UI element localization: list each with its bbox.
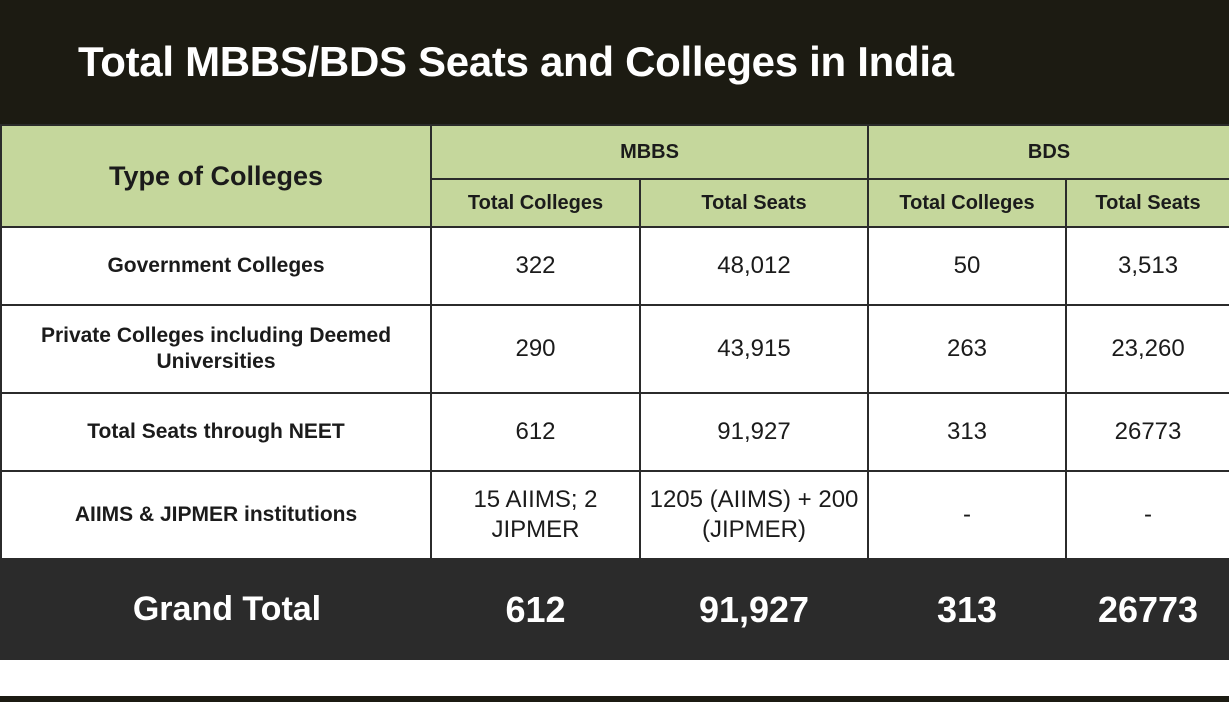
grand-total-row (1, 559, 1229, 659)
cell-bds-seats: - (1066, 471, 1229, 559)
row-label: AIIMS & JIPMER institutions (1, 471, 431, 559)
cell-mbbs-seats: 48,012 (640, 227, 868, 305)
grand-total-bds-colleges: 313 (868, 559, 1066, 659)
cell-bds-colleges: - (868, 471, 1066, 559)
column-group-bds: BDS (868, 125, 1229, 179)
page-title: Total MBBS/BDS Seats and Colleges in India (78, 37, 954, 85)
table-head (1, 125, 1229, 227)
cell-bds-colleges: 50 (868, 227, 1066, 305)
seats-table (0, 124, 1229, 660)
column-header-bds-total-colleges: Total Colleges (868, 179, 1066, 227)
grand-total-label: Grand Total (1, 559, 431, 659)
table-body (1, 227, 1229, 659)
column-header-mbbs-total-seats: Total Seats (640, 179, 868, 227)
cell-bds-seats: 23,260 (1066, 305, 1229, 393)
grand-total-bds-seats: 26773 (1066, 559, 1229, 659)
cell-mbbs-colleges: 15 AIIMS; 2 JIPMER (431, 471, 640, 559)
bottom-strip (0, 696, 1229, 702)
cell-bds-colleges: 313 (868, 393, 1066, 471)
header-row-groups (1, 125, 1229, 179)
grand-total-mbbs-colleges: 612 (431, 559, 640, 659)
column-header-bds-total-seats: Total Seats (1066, 179, 1229, 227)
cell-bds-colleges: 263 (868, 305, 1066, 393)
column-header-type-of-colleges: Type of Colleges (1, 125, 431, 227)
cell-mbbs-seats: 91,927 (640, 393, 868, 471)
column-header-mbbs-total-colleges: Total Colleges (431, 179, 640, 227)
cell-bds-seats: 3,513 (1066, 227, 1229, 305)
cell-mbbs-colleges: 612 (431, 393, 640, 471)
table-row (1, 227, 1229, 305)
grand-total-mbbs-seats: 91,927 (640, 559, 868, 659)
column-group-mbbs: MBBS (431, 125, 868, 179)
row-label: Government Colleges (1, 227, 431, 305)
table-row (1, 305, 1229, 393)
cell-mbbs-seats: 1205 (AIIMS) + 200 (JIPMER) (640, 471, 868, 559)
cell-mbbs-seats: 43,915 (640, 305, 868, 393)
row-label: Total Seats through NEET (1, 393, 431, 471)
table-row (1, 393, 1229, 471)
cell-mbbs-colleges: 290 (431, 305, 640, 393)
table-row (1, 471, 1229, 559)
title-band (0, 0, 1229, 124)
row-label: Private Colleges including Deemed Universities (1, 305, 431, 393)
cell-mbbs-colleges: 322 (431, 227, 640, 305)
cell-bds-seats: 26773 (1066, 393, 1229, 471)
